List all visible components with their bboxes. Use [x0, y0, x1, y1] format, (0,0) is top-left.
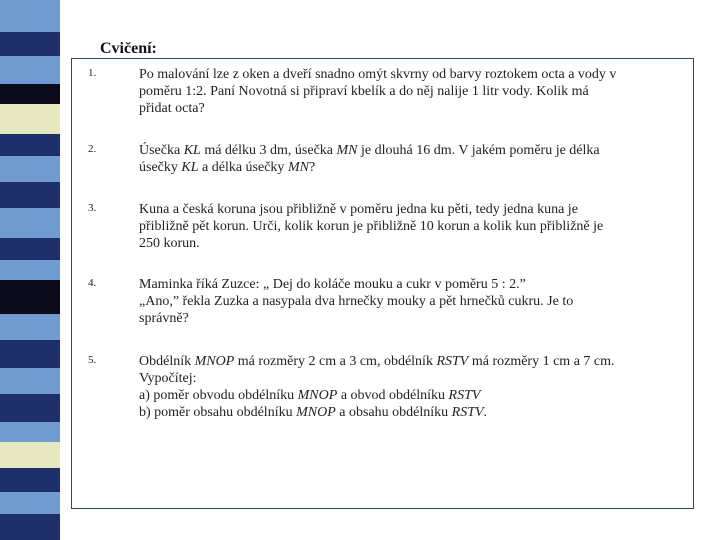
exercise-line: přidat octa? [139, 101, 205, 116]
stripe-block [0, 394, 60, 422]
exercise-text [139, 66, 687, 117]
stripe-block [0, 468, 60, 492]
exercise-line: Po malování lze z oken a dveří snadno omýt skvrny od barvy roztokem octa a vody v [139, 67, 617, 82]
exercise-number: 2. [88, 143, 97, 155]
exercise-number: 5. [88, 354, 97, 366]
stripe-block [0, 368, 60, 394]
stripe-block [0, 314, 60, 340]
stripe-block [0, 208, 60, 238]
exercise-line: úsečky KL a délka úsečky MN? [139, 160, 316, 175]
exercise-line: Obdélník MNOP má rozměry 2 cm a 3 cm, obdélník RSTV má rozměry 1 cm a 7 cm. [139, 354, 615, 369]
exercise-number: 3. [88, 202, 97, 214]
exercise-line: Maminka říká Zuzce: „ Dej do koláče mouku a cukr v poměru 5 : 2.” [139, 277, 526, 292]
exercise-text [139, 276, 687, 327]
exercise-text [139, 201, 687, 252]
stripe-block [0, 492, 60, 514]
stripe-block [0, 32, 60, 56]
exercise-item [88, 66, 688, 120]
exercise-line: „Ano,” řekla Zuzka a nasypala dva hrnečky mouky a pět hrnečků cukru. Je to [139, 294, 574, 309]
exercise-number: 4. [88, 277, 97, 289]
exercise-item [88, 276, 688, 330]
exercise-number: 1. [88, 67, 97, 79]
stripe-block [0, 104, 60, 134]
stripe-block [0, 156, 60, 182]
exercise-line: Vypočítej: [139, 371, 197, 386]
exercise-item [88, 353, 688, 425]
exercise-line: Úsečka KL má délku 3 dm, úsečka MN je dlouhá 16 dm. V jakém poměru je délka [139, 143, 600, 158]
exercise-line: b) poměr obsahu obdélníku MNOP a obsahu obdélníku RSTV. [139, 405, 488, 420]
exercise-line: 250 korun. [139, 236, 200, 251]
exercise-line: a) poměr obvodu obdélníku MNOP a obvod obdélníku RSTV [139, 388, 481, 403]
exercise-text [139, 142, 687, 176]
exercise-line: přibližně pět korun. Urči, kolik korun je přibližně 10 korun a kolik kun přibližně je [139, 219, 604, 234]
exercise-item [88, 201, 688, 255]
stripe-block [0, 260, 60, 280]
exercise-line: poměru 1:2. Paní Novotná si připraví kbelík a do něj nalije 1 litr vody. Kolik má [139, 84, 589, 99]
exercise-line: Kuna a česká koruna jsou přibližně v poměru jedna ku pěti, tedy jedna kuna je [139, 202, 578, 217]
stripe-block [0, 280, 60, 314]
stripe-block [0, 340, 60, 368]
stripe-block [0, 238, 60, 260]
stripe-block [0, 134, 60, 156]
slide-title: Cvičení: [100, 40, 157, 57]
stripe-block [0, 442, 60, 468]
stripe-block [0, 84, 60, 104]
exercise-line: správně? [139, 311, 189, 326]
stripe-block [0, 56, 60, 84]
decorative-stripe [0, 0, 60, 540]
exercise-text [139, 353, 687, 421]
stripe-block [0, 422, 60, 442]
stripe-block [0, 514, 60, 540]
stripe-block [0, 0, 60, 32]
exercise-item [88, 142, 688, 178]
stripe-block [0, 182, 60, 208]
